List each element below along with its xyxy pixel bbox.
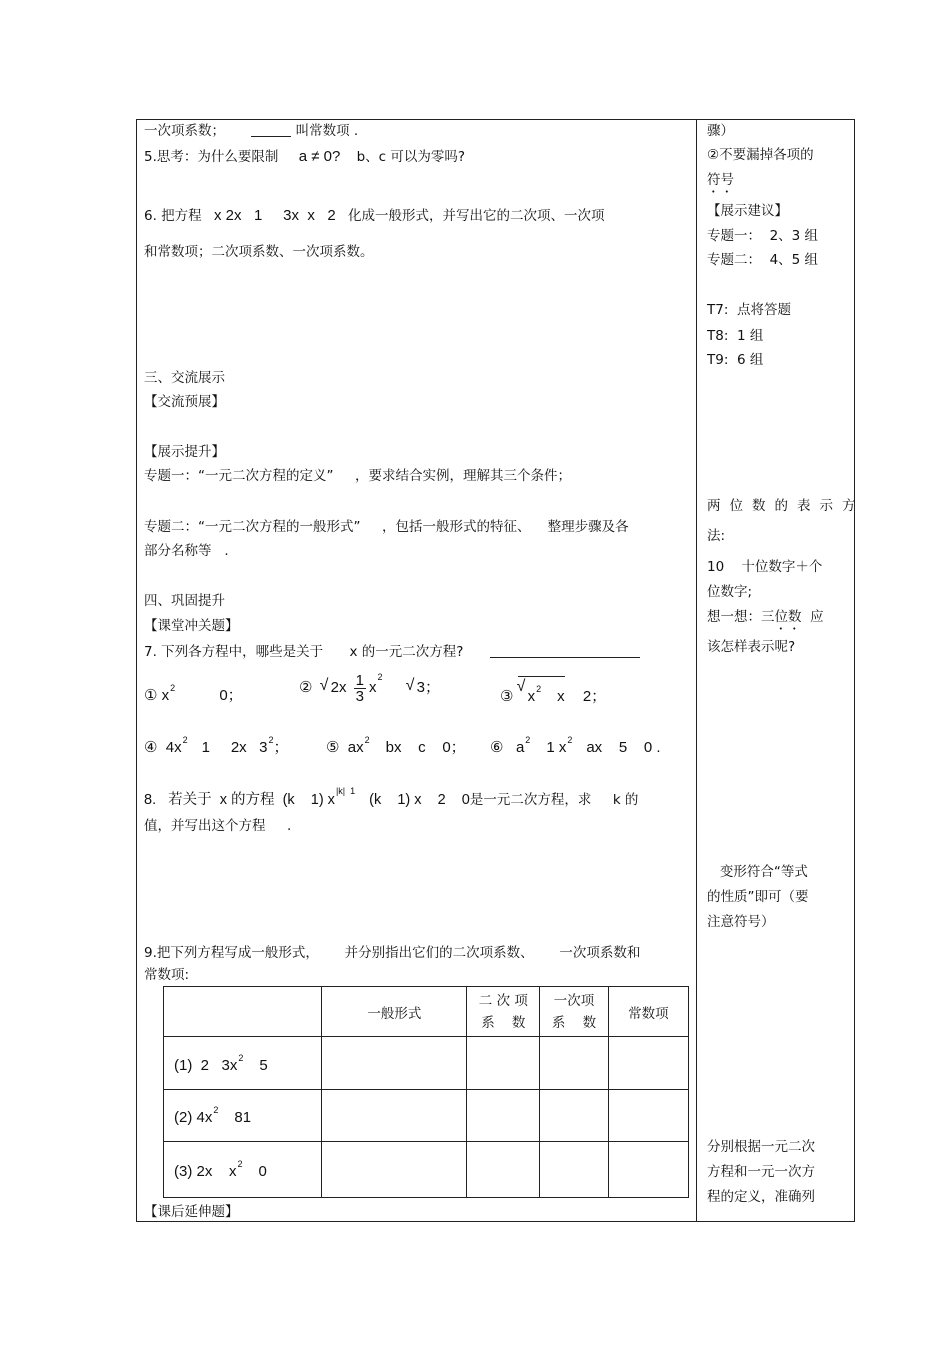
equation-5 <box>326 728 466 760</box>
exponent: 2 <box>377 672 383 682</box>
q5-condition: a ≠ 0? <box>298 148 341 165</box>
note-line: T9: 6 组 <box>707 352 764 368</box>
note-line: 该怎样表示呢? <box>707 639 796 655</box>
answer-cell[interactable] <box>322 1037 467 1090</box>
exponent: 2 <box>536 684 542 694</box>
sqrt-symbol <box>407 679 425 697</box>
note-part: 应 <box>801 609 824 625</box>
exponent: 2 <box>170 683 176 693</box>
note-line: 专题二： 4、5 组 <box>707 252 819 268</box>
note-line <box>707 608 824 633</box>
subheading-promote: 【展示提升】 <box>144 444 225 460</box>
topic-two-cont: 部分名称等 . <box>144 543 229 559</box>
exponent: 2 <box>182 735 188 745</box>
q8-continuation: 值，并写出这个方程 . <box>144 818 292 834</box>
note-line: 骤） <box>707 123 734 139</box>
row-label: (1) 2 3x <box>174 1056 238 1074</box>
q6-text: 6. 把方程 <box>144 208 202 224</box>
table-row <box>164 1037 689 1090</box>
note-line: 变形符合“等式 <box>707 864 808 880</box>
header-line: 一次项 <box>553 992 595 1009</box>
answer-cell[interactable] <box>608 1090 688 1142</box>
q7-text-b: x 的一元二次方程? <box>349 644 464 660</box>
note-line: ②不要漏掉各项的 <box>707 147 814 163</box>
note-line: 10 十位数字＋个 <box>707 559 823 575</box>
table-row <box>164 1090 689 1142</box>
note-heading: 【展示建议】 <box>707 203 788 219</box>
eq2-x2: x <box>368 679 377 697</box>
fill-blank <box>251 136 291 137</box>
exponent: 2 <box>567 735 573 745</box>
q6-equation: x 2x 1 3x x 2 <box>213 207 336 224</box>
note-part: 想一想：三 <box>707 609 775 625</box>
note-line: 分别根据一元二次 <box>707 1139 815 1155</box>
question-5 <box>144 148 465 166</box>
eq2-marker: ② <box>299 679 313 697</box>
eq5-lhs: ⑤ ax <box>326 739 364 756</box>
note-line: T7: 点将答题 <box>707 302 791 318</box>
topic-two: 专题二：“一元二次方程的一般形式” ，包括一般形式的特征、 整理步骤及各 <box>144 519 629 535</box>
constant-label: 叫常数项 . <box>295 123 359 139</box>
header-general-form: 一般形式 <box>322 987 467 1037</box>
note-line: 程的定义，准确列 <box>707 1189 815 1205</box>
equation-3 <box>500 676 606 709</box>
general-form-table <box>163 986 689 1198</box>
table-header-row <box>164 987 689 1037</box>
row-label: (3) 2x x <box>174 1163 237 1180</box>
eq4-mid: 1 2x 3 <box>201 739 268 756</box>
subheading-challenge: 【课堂冲关题】 <box>144 618 239 634</box>
answer-cell[interactable] <box>540 1090 609 1142</box>
row-tail: 0 <box>258 1163 267 1180</box>
sqrt-symbol <box>321 679 339 697</box>
note-line: 两位数的表示方 <box>707 498 865 514</box>
fraction <box>354 673 366 704</box>
answer-cell[interactable] <box>322 1090 467 1142</box>
header-constant: 常数项 <box>608 987 688 1037</box>
header-line: 系 数 <box>481 1014 526 1031</box>
row-equation <box>164 1142 322 1198</box>
answer-cell[interactable] <box>540 1142 609 1198</box>
eq6-rhs: ax 5 0 . <box>586 739 661 756</box>
header-line: 系 数 <box>551 1014 597 1031</box>
note-line: 注意符号） <box>707 914 775 930</box>
note-emphasis: 位数 <box>774 609 802 625</box>
column-divider <box>696 119 697 1222</box>
answer-blank <box>490 657 640 658</box>
row-equation <box>164 1037 322 1090</box>
q8-text: 是一元二次方程，求 k 的 <box>469 792 639 808</box>
coef-label: 一次项系数； <box>144 123 225 139</box>
equation-2 <box>299 668 440 708</box>
eq1-lhs: ① x <box>144 687 170 704</box>
answer-cell[interactable] <box>467 1090 540 1142</box>
header-linear-coef <box>540 987 609 1037</box>
eq3-marker: ③ <box>500 688 514 705</box>
section-heading: 四、巩固提升 <box>144 593 225 609</box>
note-line: 的性质”即可（要 <box>707 889 809 905</box>
denominator: 3 <box>355 687 364 705</box>
topic-one: 专题一：“一元二次方程的定义” ，要求结合实例，理解其三个条件； <box>144 468 571 484</box>
answer-cell[interactable] <box>467 1142 540 1198</box>
q5-text: 5.思考：为什么要限制 <box>144 149 279 165</box>
exponent: 2 <box>364 735 370 745</box>
header-quadratic-coef <box>467 987 540 1037</box>
subheading-preview: 【交流预展】 <box>144 394 225 410</box>
q8-lhs: 8. 若关于 x 的方程 (k 1) x <box>144 792 335 808</box>
section-heading: 三、交流展示 <box>144 370 225 386</box>
q6-continuation: 和常数项；二次项系数、一次项系数。 <box>144 244 374 260</box>
table-row <box>164 1142 689 1198</box>
answer-cell[interactable] <box>322 1142 467 1198</box>
eq1-rhs: 0； <box>219 687 243 704</box>
answer-cell[interactable] <box>467 1037 540 1090</box>
question-8 <box>144 779 638 812</box>
eq6-mid: 1 x <box>546 739 567 756</box>
question-9-cont: 常数项: <box>144 967 190 983</box>
eq3-x2: x <box>557 688 565 705</box>
question-7 <box>144 643 640 661</box>
note-line: 法: <box>707 528 726 544</box>
eq3-rhs: 2； <box>582 688 607 705</box>
note-line: 位数字; <box>707 584 753 600</box>
exponent: 2 <box>213 1105 219 1115</box>
numerator: 1 <box>355 671 364 689</box>
eq2-end: ； <box>425 679 441 697</box>
q6-instruction: 化成一般形式，并写出它的二次项、一次项 <box>347 208 605 224</box>
q8-rhs: (k 1) x 2 0 <box>369 792 470 808</box>
sqrt-symbol <box>518 676 565 709</box>
row-tail: 5 <box>259 1056 268 1074</box>
question-9: 9.把下列方程写成一般形式， 并分别指出它们的二次项系数、 一次项系数和 <box>144 945 641 961</box>
note-line: 专题一： 2、3 组 <box>707 228 819 244</box>
eq5-rhs: bx c 0； <box>385 739 466 756</box>
eq3-x: x <box>527 688 536 705</box>
note-line: 符号 <box>707 172 734 188</box>
eq6-lhs: ⑥ a <box>490 739 525 756</box>
row-equation <box>164 1090 322 1142</box>
note-line: 方程和一元一次方 <box>707 1164 815 1180</box>
eq4-lhs: ④ 4x <box>144 739 182 756</box>
q8-exponent: |k| 1 <box>335 786 356 796</box>
eq2-root: 3 <box>416 679 426 697</box>
exponent: 2 <box>525 735 531 745</box>
row-label: (2) 4x <box>174 1109 213 1126</box>
exponent: 2 <box>237 1159 243 1169</box>
answer-cell[interactable] <box>608 1142 688 1198</box>
exponent: 2 <box>268 735 274 745</box>
subheading-extension: 【课后延伸题】 <box>144 1204 239 1220</box>
text-line <box>144 122 358 140</box>
q5-question: b、c 可以为零吗? <box>356 149 466 165</box>
equation-4 <box>144 728 289 760</box>
eq2-radicand: 2 <box>330 679 339 697</box>
q7-text: 7. 下列各方程中，哪些是关于 <box>144 644 324 660</box>
empty-header-cell <box>164 987 322 1037</box>
header-line: 二 次 项 <box>478 992 528 1009</box>
eq4-end: ； <box>273 739 289 756</box>
question-6 <box>144 207 604 225</box>
answer-cell[interactable] <box>608 1037 688 1090</box>
answer-cell[interactable] <box>540 1037 609 1090</box>
exponent: 2 <box>238 1052 244 1063</box>
row-tail: 81 <box>234 1109 252 1126</box>
equation-6 <box>490 728 661 760</box>
eq2-x: x <box>338 679 347 697</box>
equation-1 <box>144 676 243 710</box>
note-line: T8: 1 组 <box>707 328 764 344</box>
